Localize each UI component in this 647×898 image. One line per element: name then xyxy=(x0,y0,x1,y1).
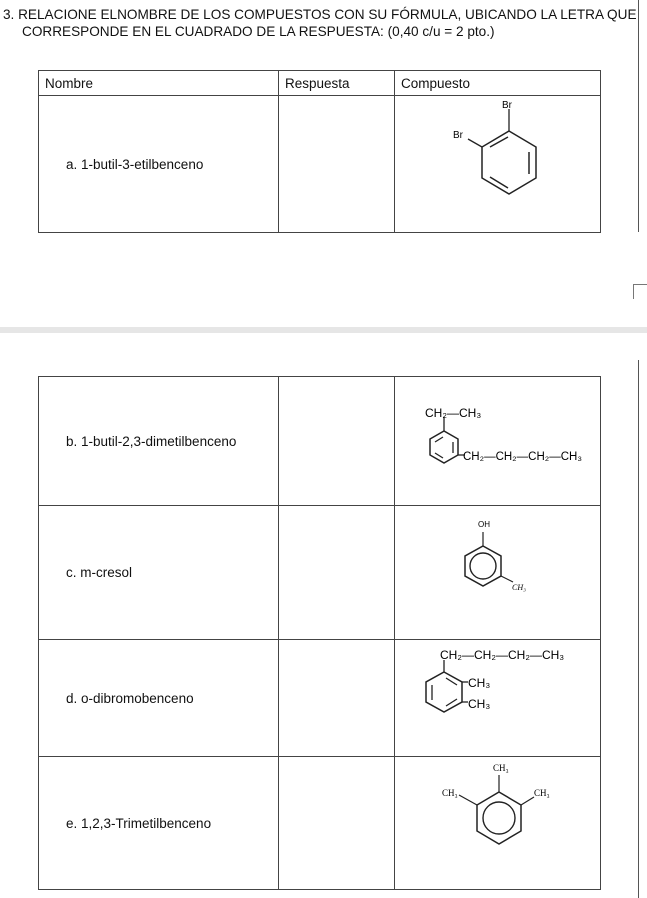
row-a-name: a. 1-butil-3-etilbenceno xyxy=(39,96,279,233)
question-line-2: CORRESPONDE EN EL CUADRADO DE LA RESPUESTA: (0,40 c/u = 2 pto.) xyxy=(22,24,495,39)
row-a-structure xyxy=(395,96,601,233)
methyl-a-label: CH₃ xyxy=(468,676,491,690)
row-b-name: b. 1-butil-2,3-dimetilbenceno xyxy=(39,377,279,506)
methyl-top-label: CH₃ xyxy=(493,763,509,773)
header-nombre: Nombre xyxy=(39,71,279,96)
methyl-right-label: CH₃ xyxy=(534,788,550,798)
page-break xyxy=(0,327,647,333)
row-c-structure xyxy=(395,506,601,640)
dibromobenzene-structure xyxy=(395,96,601,233)
row-e-answer-cell[interactable] xyxy=(279,757,395,890)
row-b-structure xyxy=(395,377,601,506)
oh-label: OH xyxy=(478,520,490,529)
row-e-name: e. 1,2,3-Trimetilbenceno xyxy=(39,757,279,890)
row-e-structure xyxy=(395,757,601,890)
butyl-dimethyl-benzene-structure xyxy=(395,640,601,757)
butyl-chain-label: CH₂—CH₂—CH₂—CH₃ xyxy=(440,648,565,662)
question-line-1: 3. RELACIONE ELNOMBRE DE LOS COMPUESTOS CON SU FÓRMULA, UBICANDO LA LETRA QUE xyxy=(3,7,637,22)
methyl-b-label: CH₃ xyxy=(468,697,491,711)
methyl-label: CH₃ xyxy=(512,583,526,592)
matching-table-top xyxy=(38,70,601,233)
question-text xyxy=(3,6,643,40)
methyl-left-label: CH₃ xyxy=(442,788,458,798)
butyl-label: CH₂—CH₂—CH₂—CH₃ xyxy=(463,451,583,463)
ethyl-label: CH₂—CH₃ xyxy=(425,406,482,420)
br-label-1: Br xyxy=(502,100,512,111)
row-d-structure xyxy=(395,640,601,757)
row-a-answer-cell[interactable] xyxy=(279,96,395,233)
row-d-answer-cell[interactable] xyxy=(279,640,395,757)
header-compuesto: Compuesto xyxy=(395,71,601,96)
butyl-ethyl-benzene-structure xyxy=(395,377,601,506)
row-b-answer-cell[interactable] xyxy=(279,377,395,506)
cresol-structure xyxy=(395,506,601,640)
row-c-name: c. m-cresol xyxy=(39,506,279,640)
br-label-2: Br xyxy=(453,130,463,141)
row-d-name: d. o-dibromobenceno xyxy=(39,640,279,757)
row-c-answer-cell[interactable] xyxy=(279,506,395,640)
header-respuesta: Respuesta xyxy=(279,71,395,96)
matching-table-bottom xyxy=(38,376,601,890)
trimethylbenzene-structure xyxy=(395,757,601,890)
page-corner-mark xyxy=(633,284,647,299)
